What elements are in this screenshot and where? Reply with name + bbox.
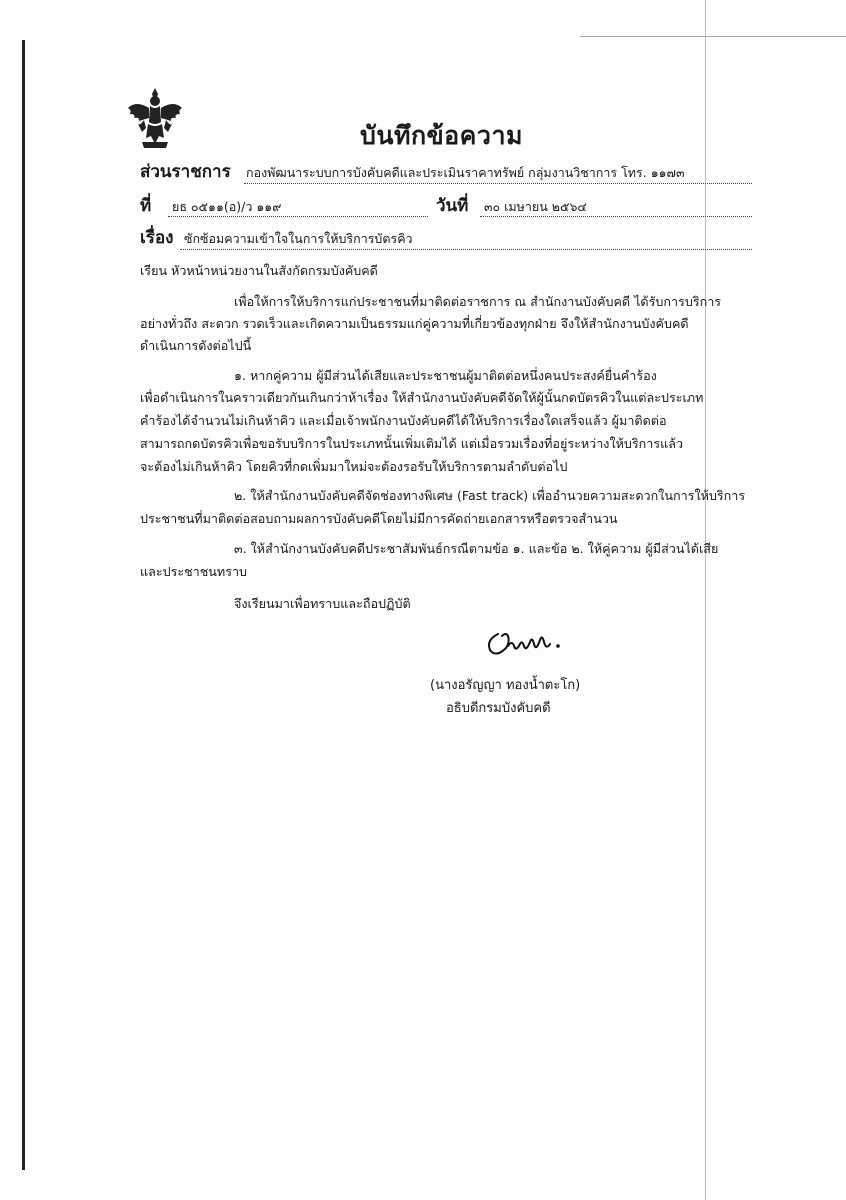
date-dotted-line — [480, 216, 752, 217]
date-label: วันที่ — [436, 196, 469, 216]
scan-edge-left — [22, 40, 25, 1170]
subject-dotted-line — [180, 249, 752, 250]
item1-line-3: คำร้องได้จำนวนไม่เกินห้าคิว และเมื่อเจ้าพนักงานบังคับคดีได้ให้บริการเรื่องใดเสร็จแล้ว ผู้มาติดต่อ — [140, 413, 667, 428]
item2-line-2: ประชาชนที่มาติดต่อสอบถามผลการบังคับคดีโดยไม่มีการคัดถ่ายเอกสารหรือตรวจสำนวน — [140, 511, 618, 526]
dept-value: กองพัฒนาระบบการบังคับคดีและประเมินราคาทรัพย์ กลุ่มงานวิชาการ โทร. ๑๑๗๓ — [246, 165, 685, 180]
dept-dotted-line — [244, 183, 752, 184]
salutation: เรียน หัวหน้าหน่วยงานในสังกัดกรมบังคับคดี — [140, 263, 378, 278]
intro-line-3: ดำเนินการดังต่อไปนี้ — [140, 338, 252, 353]
intro-line-1: เพื่อให้การให้บริการแก่ประชาชนที่มาติดต่อราชการ ณ สำนักงานบังคับคดี ได้รับการบริการ — [234, 294, 722, 309]
item1-line-2: เพื่อดำเนินการในคราวเดียวกันเกินกว่าห้าเรื่อง ให้สำนักงานบังคับคดีจัดให้ผู้นั้นกดบัตรคิวในแต่ละประเภท — [140, 390, 704, 405]
subject-label: เรื่อง — [140, 228, 174, 248]
date-value: ๓๐ เมษายน ๒๕๖๔ — [484, 199, 587, 214]
item2-line-1: ๒. ให้สำนักงานบังคับคดีจัดช่องทางพิเศษ (Fast track) เพื่ออำนวยความสะดวกในการให้บริการ — [234, 488, 746, 503]
ref-value: ยธ ๐๕๑๑(อ)/ว ๑๑๙ — [172, 199, 282, 214]
dept-label: ส่วนราชการ — [140, 162, 231, 182]
scan-edge-top — [580, 36, 846, 37]
item1-line-1: ๑. หากคู่ความ ผู้มีส่วนได้เสียและประชาชนผู้มาติดต่อหนึ่งคนประสงค์ยื่นคำร้อง — [234, 368, 657, 383]
intro-line-2: อย่างทั่วถึง สะดวก รวดเร็วและเกิดความเป็นธรรมแก่คู่ความที่เกี่ยวข้องทุกฝ่าย จึงให้สำนักงานบังคับคดี — [140, 316, 689, 331]
memo-title: บันทึกข้อความ — [360, 121, 523, 150]
handwritten-signature — [484, 622, 574, 666]
item1-line-5: จะต้องไม่เกินห้าคิว โดยคิวที่กดเพิ่มมาใหม่จะต้องรอรับให้บริการตามลำดับต่อไป — [140, 459, 568, 474]
ref-label: ที่ — [140, 196, 152, 216]
subject-value: ซักซ้อมความเข้าใจในการให้บริการบัตรคิว — [184, 231, 413, 246]
item3-line-2: และประชาชนทราบ — [140, 564, 248, 579]
closing-line: จึงเรียนมาเพื่อทราบและถือปฏิบัติ — [234, 596, 411, 611]
signer-name: (นางอรัญญา ทองน้ำตะโก) — [430, 678, 581, 693]
scan-fold-line — [705, 0, 706, 1200]
item1-line-4: สามารถกดบัตรคิวเพื่อขอรับบริการในประเภทนั้นเพิ่มเติมได้ แต่เมื่อรวมเรื่องที่อยู่ระหว่างให้บริการแล้ว — [140, 436, 684, 451]
ref-dotted-line — [168, 216, 428, 217]
garuda-emblem-icon — [126, 86, 184, 150]
signer-title: อธิบดีกรมบังคับคดี — [446, 701, 551, 716]
item3-line-1: ๓. ให้สำนักงานบังคับคดีประชาสัมพันธ์กรณีตามข้อ ๑. และข้อ ๒. ให้คู่ความ ผู้มีส่วนได้เสีย — [234, 541, 719, 556]
